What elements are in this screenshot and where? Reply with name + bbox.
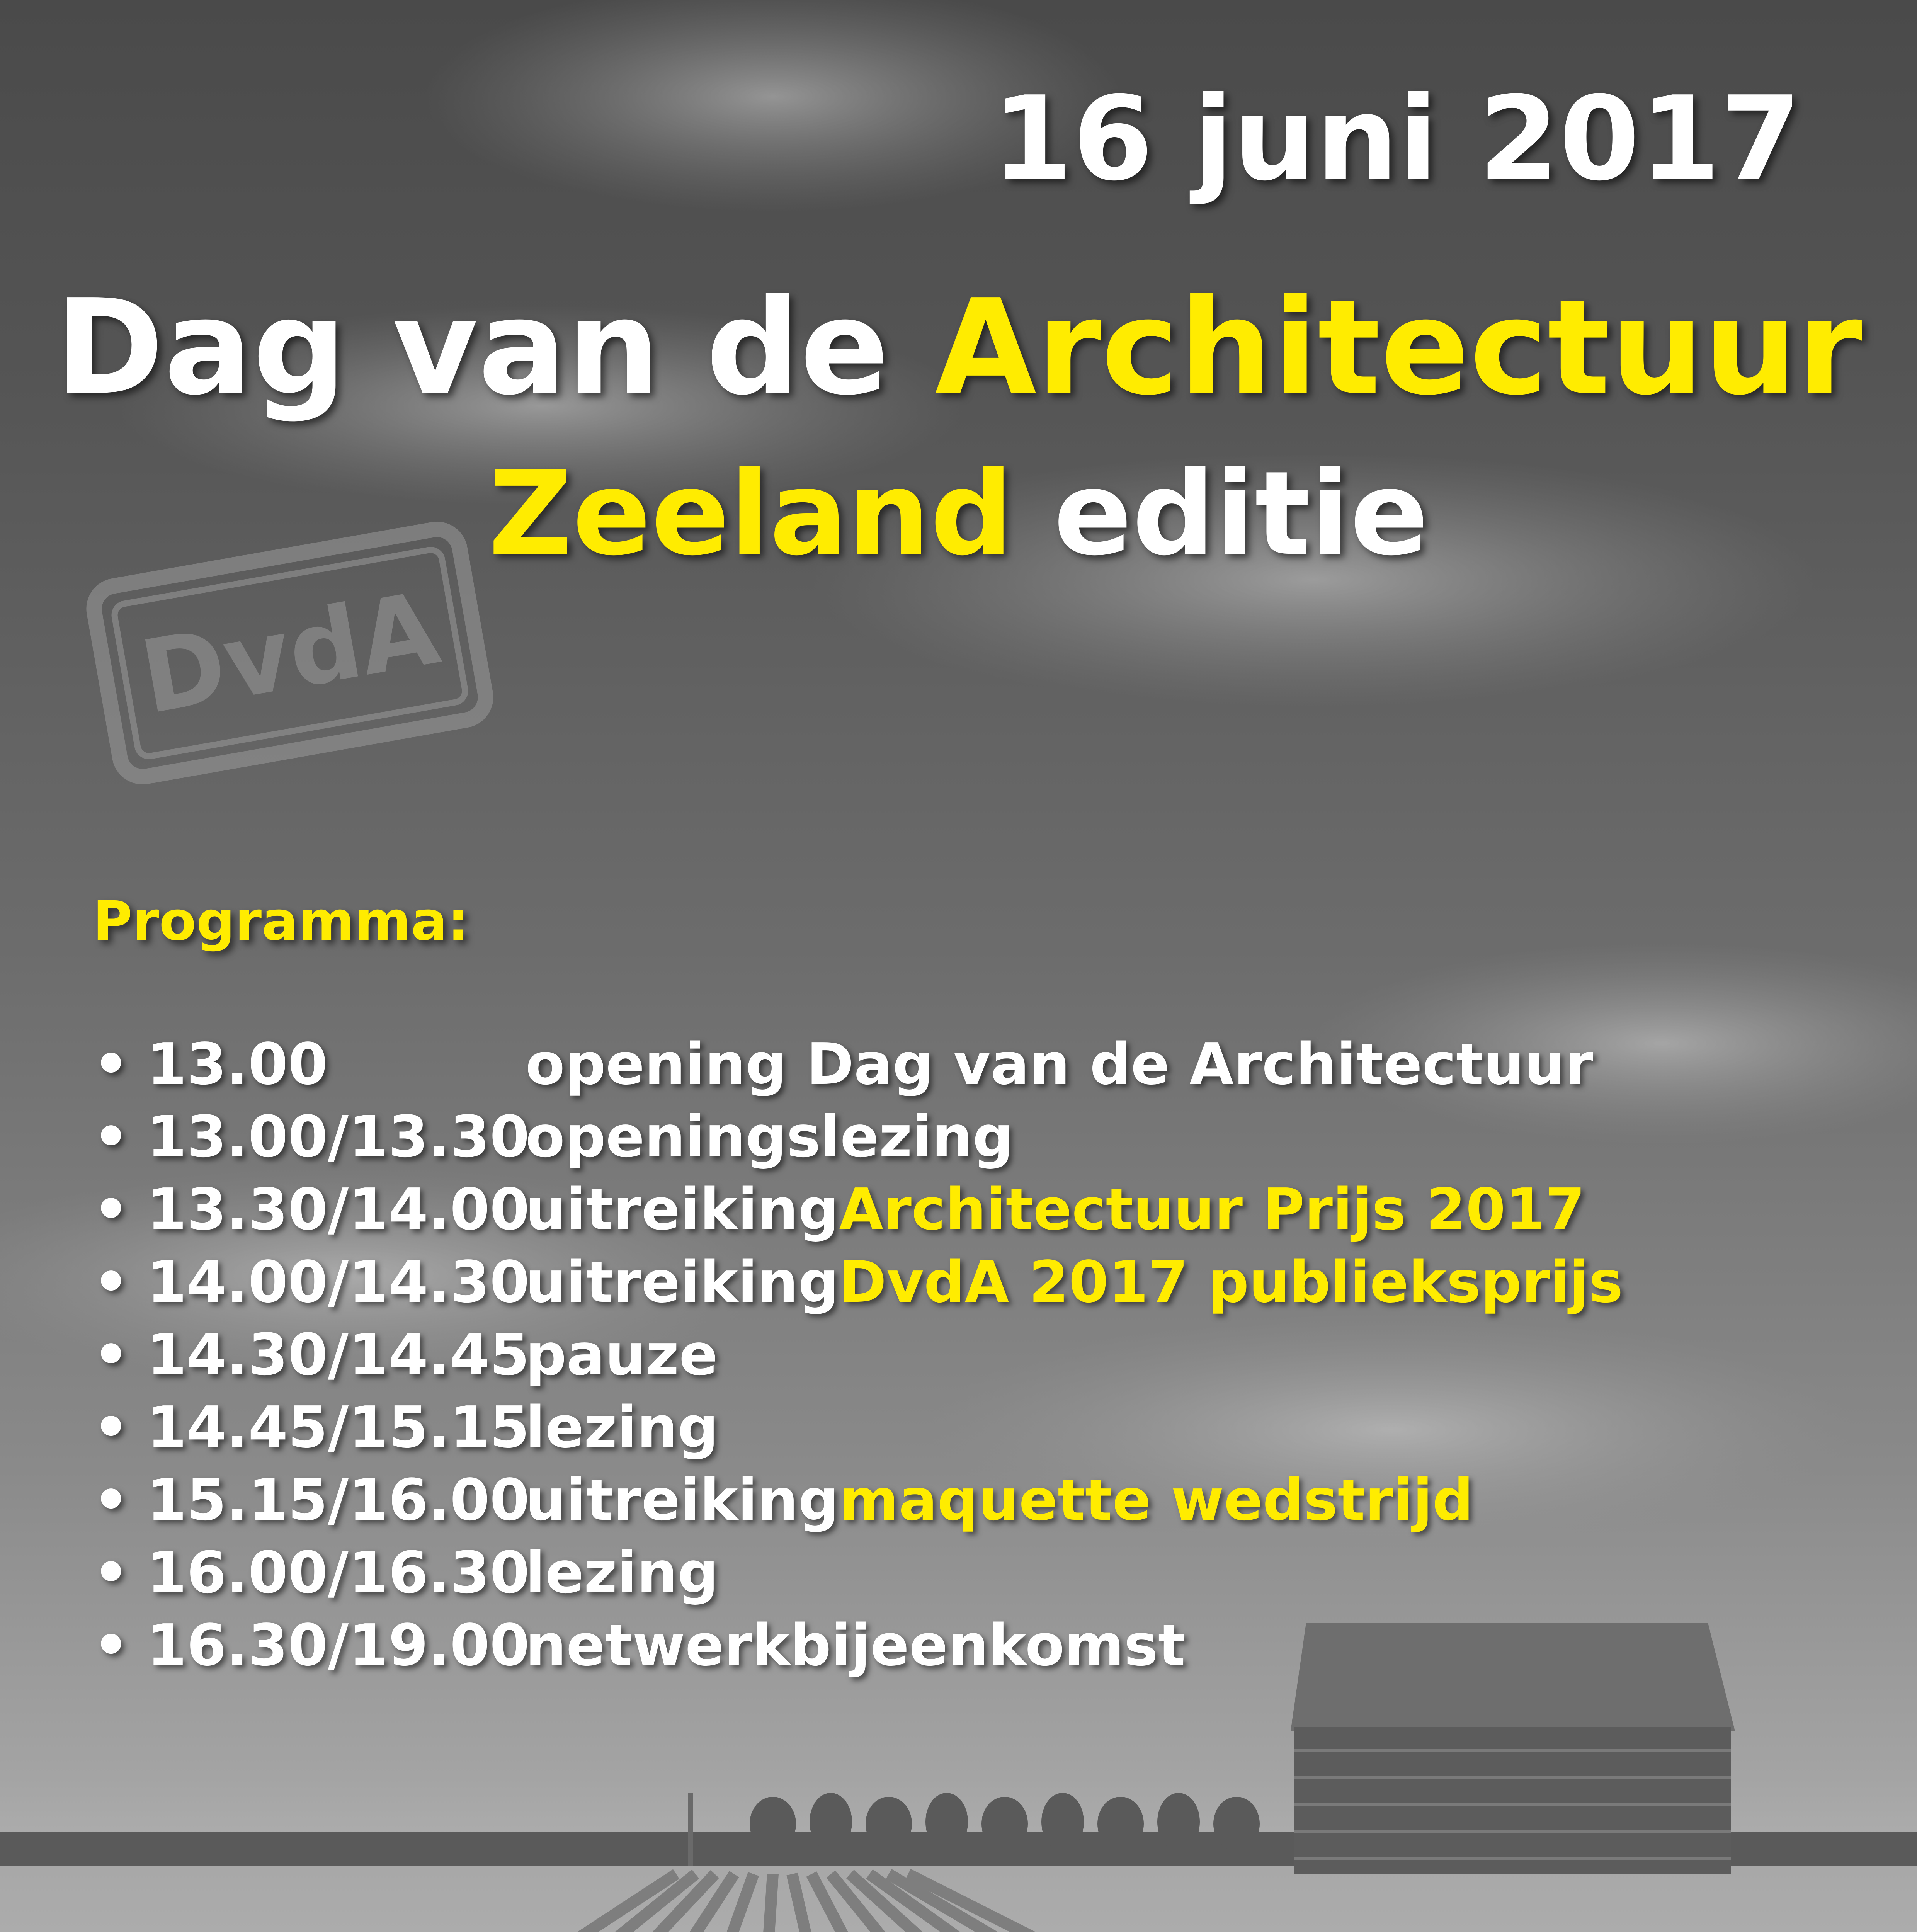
programme-time: 13.30/14.00 bbox=[147, 1176, 530, 1243]
bullet: • bbox=[93, 1031, 129, 1097]
programme-desc: uitreiking bbox=[526, 1176, 839, 1243]
programme-item bbox=[93, 1100, 1638, 1173]
programme-desc: openingslezing bbox=[526, 1104, 1014, 1170]
programme-desc: uitreiking bbox=[526, 1467, 839, 1533]
programme-desc: netwerkbijeenkomst bbox=[526, 1612, 1186, 1679]
programme-time: 13.00 bbox=[147, 1031, 328, 1097]
programme-time: 16.30/19.00 bbox=[147, 1612, 530, 1679]
programme-item bbox=[93, 1391, 1638, 1464]
subtitle-part-2: editie bbox=[1013, 446, 1429, 581]
programme-item bbox=[93, 1609, 1638, 1682]
programme-item bbox=[93, 1536, 1638, 1609]
bullet: • bbox=[93, 1321, 129, 1388]
programme-item bbox=[93, 1246, 1638, 1318]
programma-heading: Programma: bbox=[93, 890, 469, 953]
programme-desc: lezing bbox=[526, 1394, 719, 1461]
programme-list bbox=[93, 1028, 1638, 1682]
event-date: 16 juni 2017 bbox=[992, 71, 1801, 206]
bullet: • bbox=[93, 1176, 129, 1243]
programme-item bbox=[93, 1028, 1638, 1100]
programme-desc: uitreiking bbox=[526, 1249, 839, 1315]
programme-item bbox=[93, 1173, 1638, 1246]
bullet: • bbox=[93, 1612, 129, 1679]
programme-highlight: maquette wedstrijd bbox=[839, 1467, 1473, 1533]
programme-desc: pauze bbox=[526, 1321, 718, 1388]
programme-time: 16.00/16.30 bbox=[147, 1539, 530, 1606]
bullet: • bbox=[93, 1467, 129, 1533]
bullet: • bbox=[93, 1104, 129, 1170]
programme-highlight: DvdA 2017 publieksprijs bbox=[839, 1249, 1623, 1315]
subtitle-part-1: Zeeland bbox=[488, 446, 1013, 581]
programme-time: 14.00/14.30 bbox=[147, 1249, 530, 1315]
poster-title bbox=[0, 270, 1917, 425]
stamp-text: DvdA bbox=[133, 570, 447, 737]
bullet: • bbox=[93, 1539, 129, 1606]
programme-desc: opening Dag van de Architectuur bbox=[526, 1031, 1593, 1097]
programme-time: 14.30/14.45 bbox=[147, 1321, 530, 1388]
programme-item bbox=[93, 1464, 1638, 1536]
programme-highlight: Architectuur Prijs 2017 bbox=[839, 1176, 1585, 1243]
programme-desc: lezing bbox=[526, 1539, 719, 1606]
title-part-2: Architectuur bbox=[935, 271, 1863, 424]
bullet: • bbox=[93, 1394, 129, 1461]
programme-time: 13.00/13.30 bbox=[147, 1104, 530, 1170]
bullet: • bbox=[93, 1249, 129, 1315]
title-part-1: Dag van de bbox=[54, 271, 935, 424]
programme-time: 14.45/15.15 bbox=[147, 1394, 530, 1461]
programme-item bbox=[93, 1318, 1638, 1391]
programme-time: 15.15/16.00 bbox=[147, 1467, 530, 1533]
